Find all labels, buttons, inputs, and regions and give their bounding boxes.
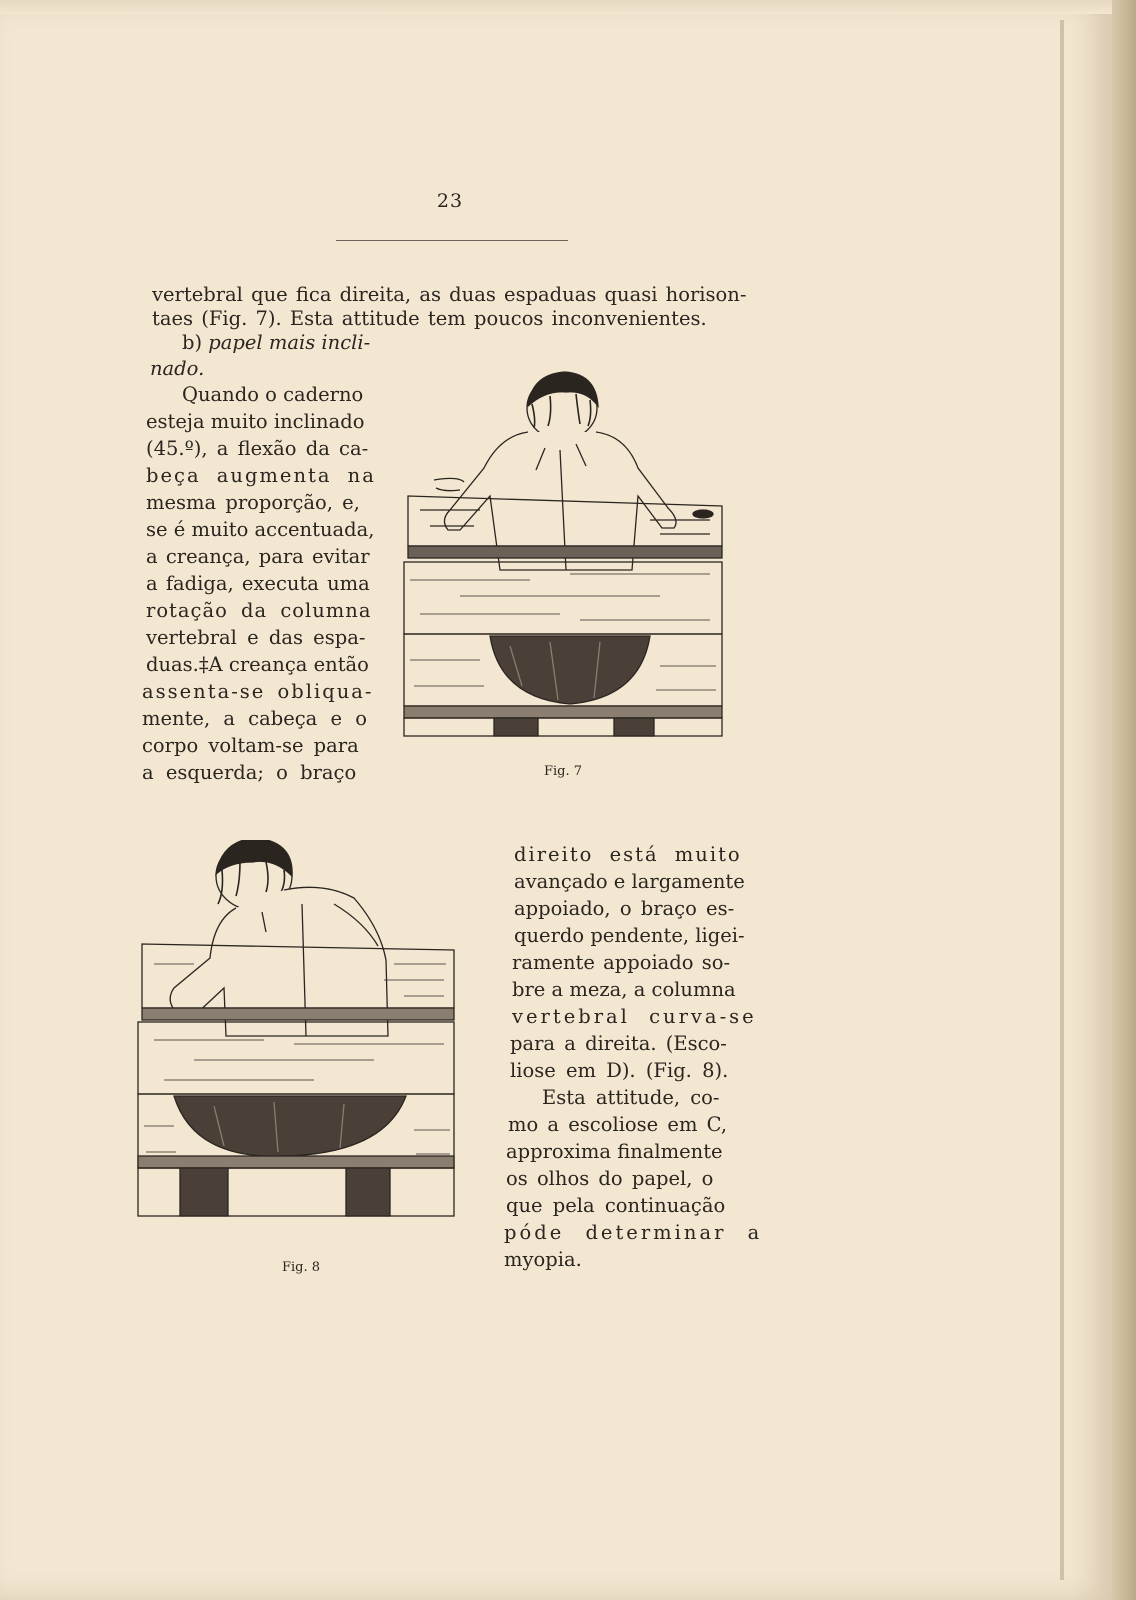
text-line: approxima finalmente [506, 1140, 723, 1163]
text-line: os olhos do papel, o [506, 1167, 714, 1190]
text-line: appoiado, o braço es- [514, 897, 735, 920]
text-line: liose em D). (Fig. 8). [510, 1059, 729, 1082]
text-line: corpo voltam-se para [142, 734, 359, 757]
text-line: duas.‡A creança então [146, 653, 369, 676]
page-number: 23 [436, 190, 464, 212]
text-line: a esquerda; o braço [142, 761, 357, 784]
subsection-label: b) [182, 331, 209, 354]
text-line: mesma proporção, e, [146, 491, 360, 514]
text-line: para a direita. (Esco- [510, 1032, 727, 1055]
text-line: beça augmenta na [146, 464, 376, 487]
text-line: vertebral que fica direita, as duas espaduas quasi horison- [152, 283, 747, 306]
text-line: assenta-se obliqua- [142, 680, 374, 703]
text-line: vertebral curva-se [512, 1005, 757, 1028]
text-line: Quando o caderno [182, 383, 364, 406]
text-line: mo a escoliose em C, [508, 1113, 728, 1136]
subsection-title-continued: nado. [150, 357, 205, 380]
text-line: que pela continuação [506, 1194, 726, 1217]
figure-7-illustration [400, 370, 745, 750]
subsection-title: papel mais incli- [208, 331, 371, 354]
page-edge [1112, 0, 1136, 1600]
page-fold-line [1060, 20, 1064, 1580]
text-line: vertebral e das espa- [146, 626, 366, 649]
text-line: avançado e largamente [514, 870, 745, 893]
figure-8-illustration [134, 840, 474, 1240]
text-line: se é muito accentuada, [146, 518, 375, 541]
text-line: (45.º), a flexão da ca- [146, 437, 369, 460]
figure-7-caption: Fig. 7 [544, 764, 583, 779]
text-line: querdo pendente, ligei- [514, 924, 745, 947]
subsection-heading [182, 330, 370, 356]
text-line: rotação da columna [146, 599, 372, 622]
page-top-edge [0, 0, 1112, 14]
text-line: bre a meza, a columna [512, 978, 736, 1001]
text-line: póde determinar a [504, 1221, 763, 1244]
text-line: myopia. [504, 1248, 582, 1271]
figure-8-caption: Fig. 8 [282, 1260, 321, 1275]
text-line: taes (Fig. 7). Esta attitude tem poucos inconvenientes. [152, 307, 707, 330]
header-rule [336, 240, 568, 241]
text-line: Esta attitude, co- [542, 1086, 720, 1109]
text-line: ramente appoiado so- [512, 951, 731, 974]
text-line: esteja muito inclinado [146, 410, 365, 433]
text-line: direito está muito [514, 843, 742, 866]
text-line: a fadiga, executa uma [146, 572, 370, 595]
text-line: a creança, para evitar [146, 545, 370, 568]
text-line: mente, a cabeça e o [142, 707, 367, 730]
